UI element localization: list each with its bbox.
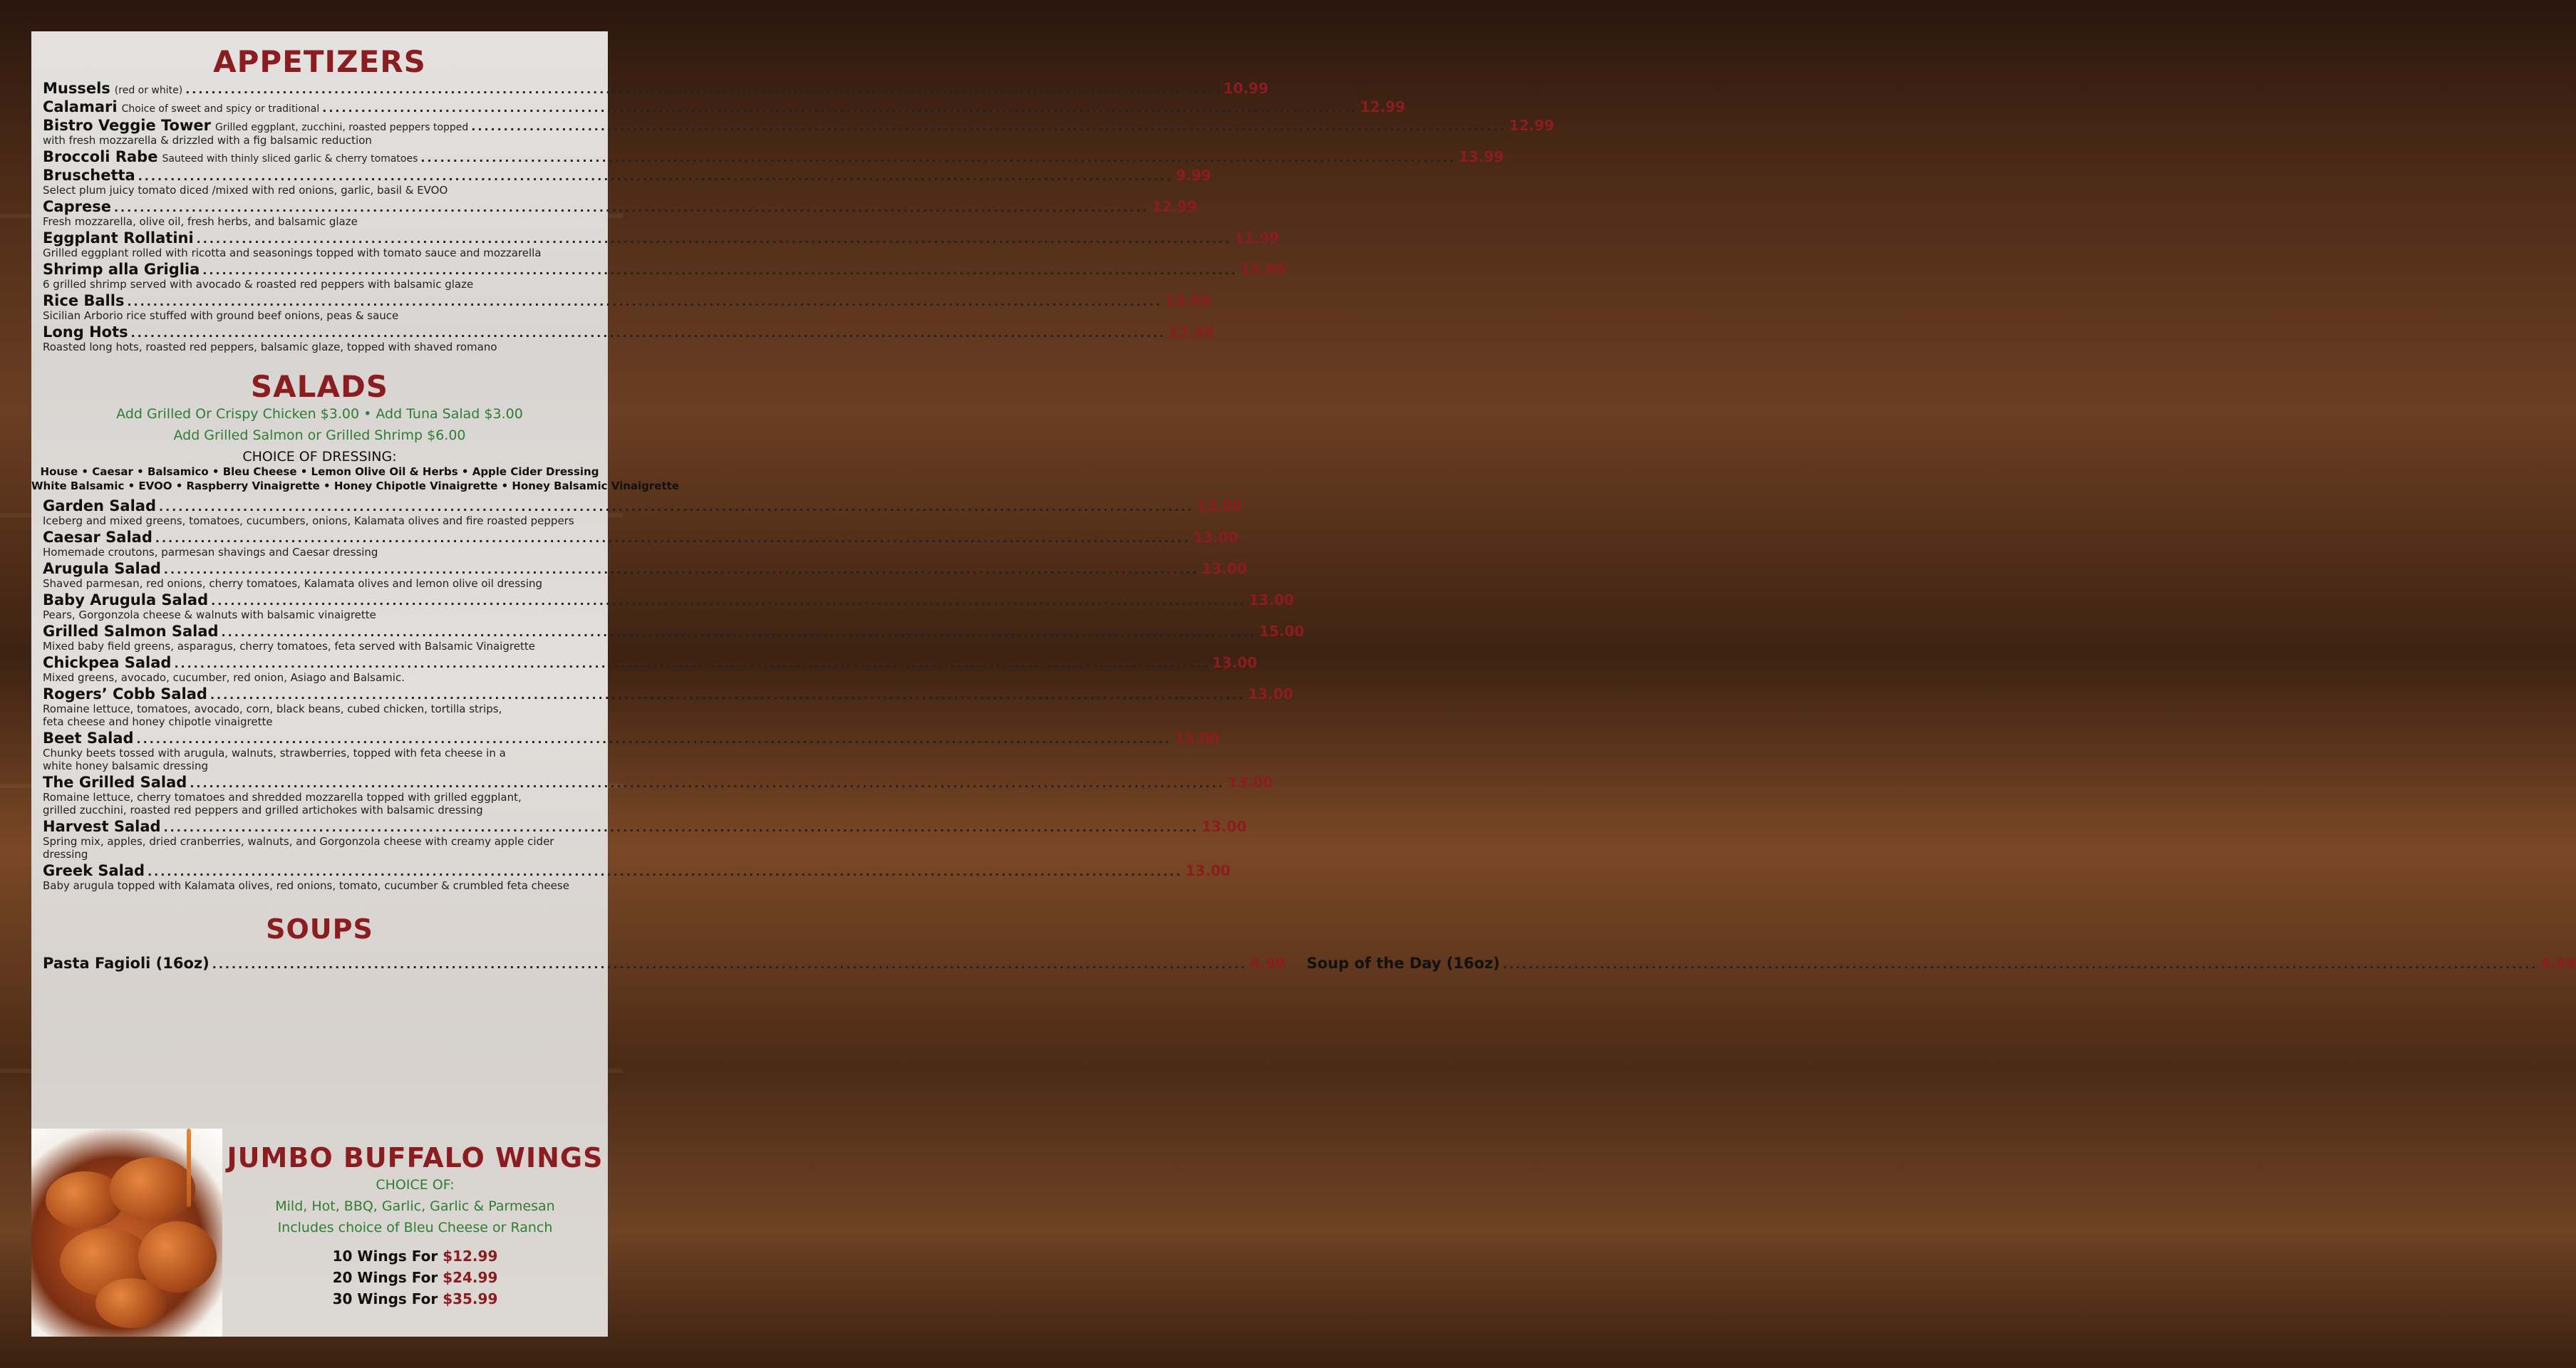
dressing-title: CHOICE OF DRESSING:	[242, 449, 397, 465]
item-inline-desc: Grilled eggplant, zucchini, roasted peppers topped	[214, 122, 469, 133]
wings-count-label: 30 Wings For	[332, 1290, 438, 1307]
item-price: 12.99	[1509, 117, 1555, 134]
wings-info	[222, 1129, 608, 1310]
item-name: Eggplant Rollatini	[43, 229, 194, 247]
leader-dots	[185, 83, 1221, 96]
item-name: Broccoli Rabe	[43, 148, 158, 165]
item-inline-desc: Sauteed with thinly sliced garlic & cherry tomatoes	[162, 153, 418, 165]
leader-dots	[420, 151, 1456, 165]
item-price: 11.99	[1234, 229, 1280, 247]
item-price: 13.00	[1211, 654, 1258, 671]
menu-item	[43, 730, 1220, 772]
item-price: 4.99	[2540, 955, 2576, 972]
soups-title: SOUPS	[266, 913, 373, 945]
item-name: Garden Salad	[43, 497, 156, 514]
item-desc: Mixed baby field greens, asparagus, cherry tomatoes, feta served with Balsamic Vinaigrette	[43, 640, 535, 653]
item-name: Shrimp alla Griglia	[43, 261, 200, 278]
leader-dots	[202, 264, 1238, 277]
leader-dots	[127, 295, 1162, 309]
item-desc-2: white honey balsamic dressing	[43, 760, 208, 772]
wings-price-row	[222, 1267, 608, 1288]
item-name: Grilled Salmon Salad	[43, 623, 219, 640]
wings-includes: Includes choice of Bleu Cheese or Ranch	[277, 1220, 553, 1235]
leader-dots	[322, 101, 1357, 115]
item-price: 15.99	[1240, 261, 1286, 278]
menu-item	[43, 292, 1211, 322]
item-price: 13.00	[1248, 591, 1294, 608]
item-name: Arugula Salad	[43, 560, 161, 577]
menu-item	[43, 774, 1273, 817]
wings-price-row	[222, 1288, 608, 1310]
leader-dots	[159, 500, 1194, 514]
item-price: 13.99	[1164, 292, 1211, 309]
dressing-line-2: White Balsamic • EVOO • Raspberry Vinaigrette • Honey Chipotle Vinaigrette • Honey Balsamic Vinaigrette	[31, 480, 679, 492]
menu-item	[43, 323, 1214, 353]
salads-title: SALADS	[250, 369, 389, 404]
item-desc: Fresh mozzarella, olive oil, fresh herbs, and balsamic glaze	[43, 215, 358, 228]
wings-flavors: Mild, Hot, BBQ, Garlic, Garlic & Parmesan	[275, 1198, 555, 1214]
menu-item	[43, 818, 1247, 861]
item-price: 13.00	[1201, 560, 1247, 577]
item-name: Caesar Salad	[43, 529, 152, 546]
item-price: 13.00	[1193, 529, 1238, 546]
item-desc: 6 grilled shrimp served with avocado & roasted red peppers with balsamic glaze	[43, 278, 474, 291]
wings-choice-label: CHOICE OF:	[376, 1177, 455, 1193]
leader-dots	[471, 120, 1506, 133]
item-desc: Spring mix, apples, dried cranberries, walnuts, and Gorgonzola cheese with creamy apple cider dressing	[43, 835, 554, 861]
leader-dots	[174, 657, 1209, 670]
leader-dots	[131, 326, 1167, 340]
menu-item	[43, 98, 1405, 115]
item-price: 12.99	[1169, 323, 1214, 341]
leader-dots	[148, 865, 1183, 879]
wings-count-label: 20 Wings For	[332, 1269, 438, 1286]
dressing-line-1: House • Caesar • Balsamico • Bleu Cheese • Lemon Olive Oil & Herbs • Apple Cider Dressing	[40, 465, 599, 478]
menu-item	[43, 261, 1286, 291]
menu-item	[43, 591, 1294, 621]
menu-item	[43, 497, 1242, 527]
menu-item	[43, 654, 1258, 684]
appetizers-title: APPETIZERS	[213, 44, 426, 79]
item-price: 12.99	[1152, 198, 1197, 215]
leader-dots	[138, 170, 1174, 183]
leader-dots	[197, 232, 1232, 246]
leader-dots	[137, 732, 1172, 746]
item-name: Pasta Fagioli (16oz)	[43, 955, 210, 972]
soups-list	[31, 955, 2576, 972]
item-price: 10.99	[1223, 80, 1268, 97]
item-price: 12.99	[1360, 98, 1405, 115]
item-desc: Shaved parmesan, red onions, cherry tomatoes, Kalamata olives and lemon olive oil dressing	[43, 577, 543, 590]
leader-dots	[211, 594, 1246, 608]
item-desc-2: feta cheese and honey chipotle vinaigrette	[43, 715, 273, 728]
leader-dots	[1503, 958, 2538, 971]
menu-item	[43, 685, 1293, 728]
item-desc: Mixed greens, avocado, cucumber, red onion, Asiago and Balsamic.	[43, 671, 405, 684]
soup-item	[1307, 955, 2576, 972]
menu-item	[43, 198, 1197, 228]
menu-item	[43, 80, 1268, 97]
item-name: Bistro Veggie Tower	[43, 117, 211, 134]
item-desc: with fresh mozzarella & drizzled with a fig balsamic reduction	[43, 134, 372, 147]
menu-item	[43, 167, 1211, 197]
menu-item	[43, 862, 1231, 892]
item-name: Soup of the Day (16oz)	[1306, 955, 1500, 972]
salads-list	[31, 497, 1305, 892]
item-price: 13.00	[1201, 818, 1247, 835]
leader-dots	[164, 563, 1199, 576]
item-desc: Chunky beets tossed with arugula, walnuts, strawberries, topped with feta cheese in a	[43, 747, 506, 760]
item-price: 13.00	[1248, 685, 1293, 703]
item-price: 4.99	[1250, 955, 1286, 972]
item-name: Rice Balls	[43, 292, 125, 309]
menu-item	[43, 148, 1504, 165]
item-name: Long Hots	[43, 323, 128, 341]
item-name: Harvest Salad	[43, 818, 161, 835]
item-name: Calamari	[43, 98, 118, 115]
leader-dots	[114, 201, 1149, 214]
buffalo-wings-photo	[31, 1129, 222, 1337]
menu-item	[43, 117, 1555, 147]
item-name: Mussels	[43, 80, 110, 97]
item-price: 13.00	[1196, 497, 1242, 514]
menu-item	[43, 229, 1280, 259]
item-desc: Select plum juicy tomato diced /mixed with red onions, garlic, basil & EVOO	[43, 184, 448, 197]
leader-dots	[212, 958, 1248, 971]
menu-panel	[31, 31, 2576, 1337]
wings-count-label: 10 Wings For	[332, 1248, 438, 1265]
leader-dots	[155, 532, 1191, 545]
item-desc: Pears, Gorgonzola cheese & walnuts with balsamic vinaigrette	[43, 608, 376, 621]
leader-dots	[190, 777, 1225, 790]
item-desc: Romaine lettuce, cherry tomatoes and shredded mozzarella topped with grilled eggplant,	[43, 791, 522, 804]
item-name: Beet Salad	[43, 730, 134, 747]
item-desc-2: grilled zucchini, roasted red peppers and grilled artichokes with balsamic dressing	[43, 804, 483, 817]
item-price: 13.00	[1227, 774, 1273, 791]
item-price: 13.00	[1185, 862, 1231, 879]
item-desc: Sicilian Arborio rice stuffed with ground beef onions, peas & sauce	[43, 309, 399, 322]
item-desc: Grilled eggplant rolled with ricotta and seasonings topped with tomato sauce and mozzarella	[43, 247, 542, 259]
item-name: The Grilled Salad	[43, 774, 187, 791]
wings-title: JUMBO BUFFALO WINGS	[227, 1142, 604, 1173]
item-desc: Iceberg and mixed greens, tomatoes, cucumbers, onions, Kalamata olives and fire roasted peppers	[43, 514, 574, 527]
wings-section	[31, 1129, 608, 1337]
wings-price-row	[222, 1245, 608, 1267]
item-desc: Roasted long hots, roasted red peppers, balsamic glaze, topped with shaved romano	[43, 341, 497, 353]
item-price: 13.99	[1458, 148, 1504, 165]
leader-dots	[164, 821, 1199, 834]
item-desc: Romaine lettuce, tomatoes, avocado, corn, black beans, cubed chicken, tortilla strips,	[43, 703, 502, 715]
item-name: Greek Salad	[43, 862, 145, 879]
item-inline-desc: Choice of sweet and spicy or traditional	[121, 103, 320, 115]
item-name: Baby Arugula Salad	[43, 591, 209, 608]
item-name: Chickpea Salad	[43, 654, 172, 671]
salad-addons-line-2: Add Grilled Salmon or Grilled Shrimp $6.00	[173, 428, 466, 443]
wings-price: $35.99	[443, 1290, 498, 1307]
item-name: Bruschetta	[43, 167, 135, 184]
appetizers-list	[31, 80, 1555, 353]
item-name: Caprese	[43, 198, 111, 215]
leader-dots	[210, 688, 1246, 702]
salad-addons-line-1: Add Grilled Or Crispy Chicken $3.00 • Add Tuna Salad $3.00	[116, 406, 523, 422]
item-desc: Baby arugula topped with Kalamata olives, red onions, tomato, cucumber & crumbled feta cheese	[43, 879, 569, 892]
leader-dots	[222, 626, 1257, 639]
wings-price: $24.99	[443, 1269, 498, 1286]
soup-item	[43, 955, 1286, 972]
item-desc: Homemade croutons, parmesan shavings and Caesar dressing	[43, 546, 378, 559]
item-price: 9.99	[1176, 167, 1211, 184]
item-price: 15.00	[1259, 623, 1305, 640]
item-inline-desc: (red or white)	[114, 85, 183, 96]
menu-item	[43, 529, 1238, 559]
item-name: Rogers’ Cobb Salad	[43, 685, 207, 703]
menu-item	[43, 623, 1305, 653]
wings-price: $12.99	[443, 1248, 498, 1265]
item-price: 13.00	[1174, 730, 1220, 747]
menu-item	[43, 560, 1247, 590]
